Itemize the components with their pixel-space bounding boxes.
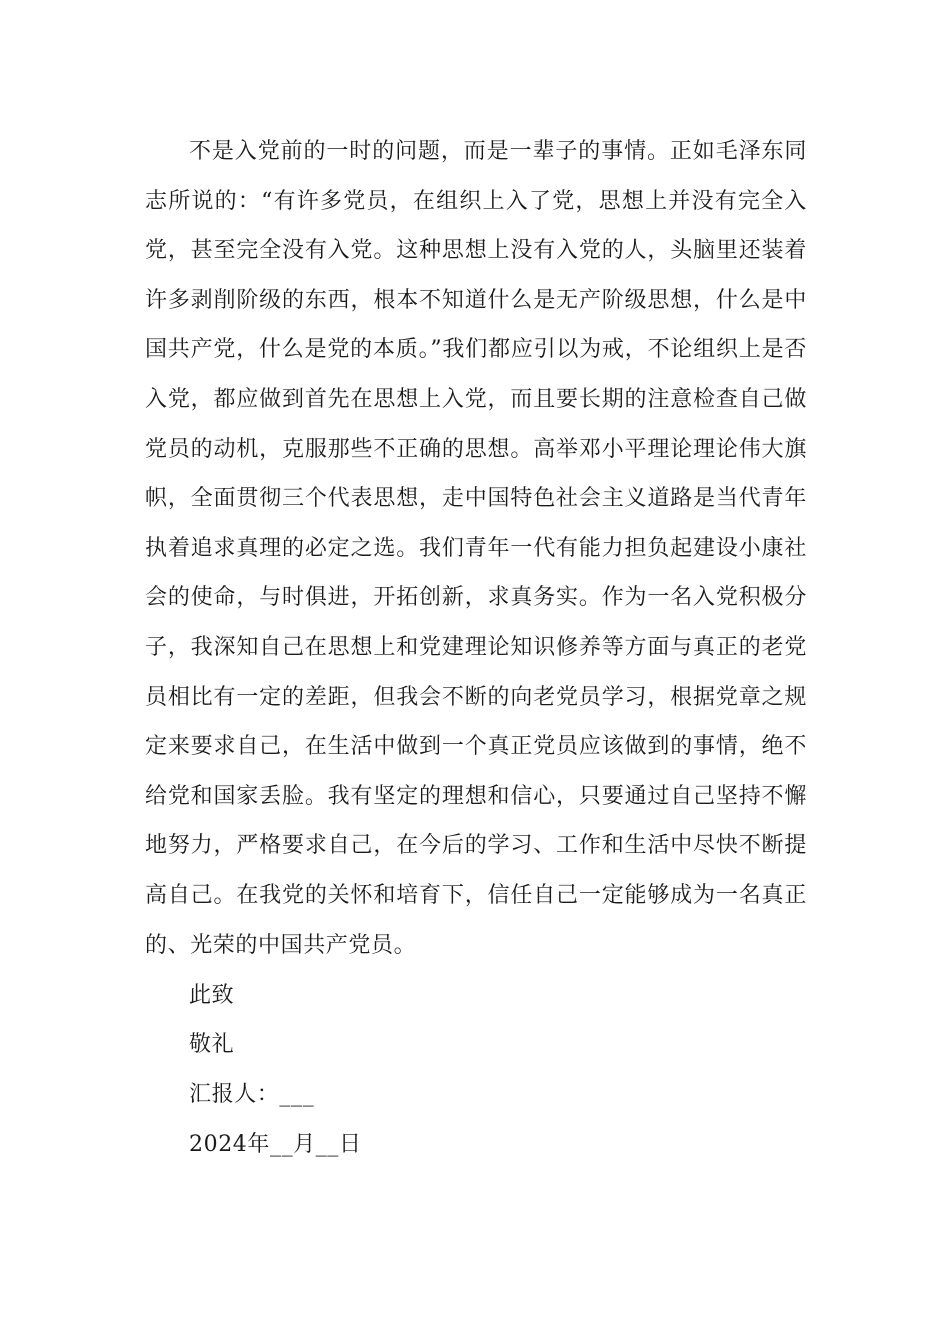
date-line: 2024年__月__日 (189, 1132, 362, 1157)
reporter-line: 汇报人：___ (189, 1082, 315, 1107)
closing-respect: 敬礼 (189, 1032, 235, 1057)
body-paragraph: 不是入党前的一时的问题，而是一辈子的事情。正如毛泽东同志所说的：“有许多党员，在组织上入了党，思想上并没有完全入党，甚至完全没有入党。这种思想上没有入党的人，头脑里还装着许多剥削阶级的东西，根本不知道什么是无产阶级思想，什么是中国共产党，什么是党的本质。”我们都应引以为戒，不论组织上是否入党，都应做到首先在思想上入党，而且要长期的注意检查自己做党员的动机，克服那些不正确的思想。高举邓小平理论理论伟大旗帜，全面贯彻三个代表思想，走中国特色社会主义道路是当代青年执着追求真理的必定之选。我们青年一代有能力担负起建设小康社会的使命，与时俱进，开拓创新，求真务实。作为一名入党积极分子，我深知自己在思想上和党建理论知识修养等方面与真正的老党员相比有一定的差距，但我会不断的向老党员学习，根据党章之规定来要求自己，在生活中做到一个真正党员应该做到的事情，绝不给党和国家丢脸。我有坚定的理想和信心，只要通过自己坚持不懈地努力，严格要求自己，在今后的学习、工作和生活中尽快不断提高自己。在我党的关怀和培育下，信任自己一定能够成为一名真正的、光荣的中国共产党员。 (145, 139, 807, 958)
closing-salutation: 此致 (189, 983, 235, 1008)
